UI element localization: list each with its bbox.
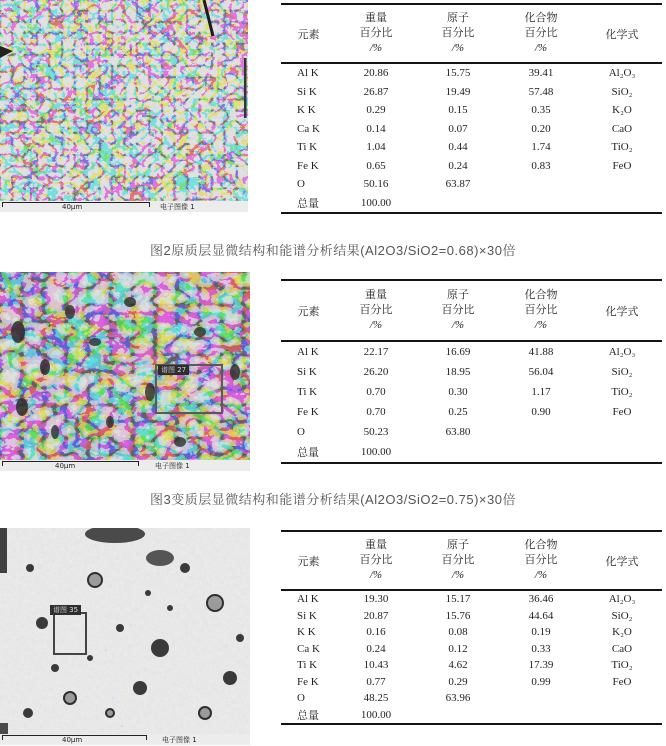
cell-formula: TiO₂ — [611, 386, 633, 398]
cell-compound: 56.04 — [528, 366, 554, 378]
cell-element: K K — [297, 104, 316, 117]
cell-compound: 0.35 — [531, 104, 551, 117]
cell-compound: 0.33 — [531, 642, 551, 655]
cell-element: 总量 — [297, 447, 319, 459]
cell-formula: FeO — [612, 159, 632, 172]
table-row — [281, 707, 662, 724]
cell-element: O — [297, 178, 305, 191]
cell-weight: 0.77 — [366, 675, 386, 688]
cell-atomic: 15.76 — [445, 609, 471, 622]
header-line: 百分比 — [524, 27, 558, 39]
cell-formula: Al₂O₃ — [608, 593, 636, 606]
header-line: 重量 — [365, 289, 387, 301]
cell-atomic — [416, 442, 500, 462]
cell-formula — [582, 175, 662, 194]
header-line: /% — [369, 319, 383, 331]
spectrum-region-label: 谱图 35 — [50, 605, 81, 615]
cell-element: K K — [297, 626, 316, 639]
cell-atomic: 19.49 — [445, 85, 471, 98]
cell-weight: 100.00 — [360, 446, 392, 458]
header-line: /% — [369, 42, 383, 54]
header-weight-percent — [336, 5, 416, 63]
cell-formula: TiO₂ — [611, 141, 633, 154]
cell-formula: K₂O — [612, 626, 632, 639]
cell-element: Ca K — [297, 642, 320, 655]
header-line: 原子 — [447, 289, 469, 301]
header-line: 化合物 — [524, 289, 558, 301]
header-atomic-percent — [416, 532, 500, 590]
table-row — [281, 362, 662, 382]
table-row — [281, 138, 662, 157]
cell-weight: 100.00 — [360, 708, 392, 721]
cell-atomic: 16.69 — [445, 346, 471, 358]
cell-atomic — [416, 707, 500, 724]
image-type-label: 电子图像 1 — [155, 462, 190, 470]
cell-atomic: 4.62 — [448, 659, 468, 672]
cell-compound: 44.64 — [528, 609, 554, 622]
cell-compound: 0.90 — [531, 406, 551, 418]
cell-compound: 41.88 — [528, 346, 554, 358]
header-line: 百分比 — [524, 554, 558, 566]
table-row — [281, 657, 662, 674]
table-row — [281, 608, 662, 625]
header-element: 元素 — [297, 305, 320, 318]
cell-compound: 0.99 — [531, 675, 551, 688]
cell-formula: Al₂O₃ — [608, 346, 636, 358]
micrograph-footer-2 — [0, 460, 250, 471]
cell-weight: 10.43 — [363, 659, 389, 672]
cell-element: Ti K — [297, 659, 318, 672]
cell-element: 总量 — [297, 197, 319, 210]
header-line: 百分比 — [441, 304, 475, 316]
table-row — [281, 442, 662, 462]
figure-sem-3 — [0, 528, 250, 745]
cell-element: Fe K — [297, 675, 319, 688]
cell-atomic: 0.15 — [448, 104, 468, 117]
table-row — [281, 341, 662, 362]
cell-formula: FeO — [612, 675, 632, 688]
figure-caption-2: 图2原质层显微结构和能谱分析结果(Al2O3/SiO2=0.68)×30倍 — [150, 243, 516, 258]
table-row — [281, 83, 662, 102]
cell-formula: Al₂O₃ — [608, 67, 636, 80]
cell-compound: 17.39 — [528, 659, 554, 672]
cell-element: O — [297, 426, 305, 438]
header-compound-percent — [500, 5, 582, 63]
cell-element: 总量 — [297, 709, 319, 722]
figure-sem-1 — [0, 0, 248, 212]
cell-atomic: 0.29 — [448, 675, 468, 688]
figure-caption-3: 图3变质层显微结构和能谱分析结果(Al2O3/SiO2=0.75)×30倍 — [150, 492, 516, 507]
cell-compound: 1.74 — [531, 141, 551, 154]
table-row — [281, 422, 662, 442]
cell-weight: 0.70 — [366, 406, 386, 418]
cell-atomic: 15.75 — [445, 67, 471, 80]
cell-atomic: 63.96 — [445, 692, 471, 705]
table-row — [281, 690, 662, 707]
cell-compound — [500, 442, 582, 462]
header-line: /% — [369, 569, 383, 581]
cell-weight: 0.29 — [366, 104, 386, 117]
cell-atomic: 0.25 — [448, 406, 468, 418]
eds-table-3 — [281, 530, 662, 725]
header-line: 原子 — [447, 12, 469, 24]
scale-label: 40μm — [62, 203, 83, 211]
cell-weight: 0.16 — [366, 626, 386, 639]
cell-atomic: 0.24 — [448, 159, 468, 172]
cell-formula: SiO₂ — [611, 609, 633, 622]
cell-weight: 50.23 — [363, 426, 389, 438]
cell-atomic: 63.87 — [445, 178, 471, 191]
cell-formula: CaO — [611, 122, 633, 135]
header-line: /% — [534, 42, 548, 54]
cell-atomic: 15.17 — [445, 593, 471, 606]
cell-atomic: 0.07 — [448, 122, 468, 135]
cell-element: Al K — [297, 346, 319, 358]
image-type-label: 电子图像 1 — [162, 736, 197, 744]
spectrum-region-box — [53, 612, 87, 655]
table-header-row — [281, 532, 662, 590]
spectrum-region-label: 谱图 27 — [158, 365, 189, 375]
cell-element: Ca K — [297, 122, 320, 135]
header-line: 重量 — [365, 539, 387, 551]
header-weight-percent — [336, 532, 416, 590]
table-row — [281, 157, 662, 176]
cell-atomic: 63.80 — [445, 426, 471, 438]
header-line: 百分比 — [359, 554, 393, 566]
cell-formula — [582, 442, 662, 462]
cell-compound: 0.19 — [531, 626, 551, 639]
header-compound-percent — [500, 281, 582, 341]
sem-micrograph-1 — [0, 0, 248, 201]
cell-element: Ti K — [297, 386, 318, 398]
cell-atomic — [416, 194, 500, 213]
table-row — [281, 101, 662, 120]
header-line: 百分比 — [441, 554, 475, 566]
cell-formula — [582, 707, 662, 724]
cell-compound — [500, 422, 582, 442]
cell-weight: 1.04 — [366, 141, 386, 154]
cell-compound — [500, 175, 582, 194]
cell-compound — [500, 690, 582, 707]
cell-element: O — [297, 692, 305, 705]
header-line: 百分比 — [524, 304, 558, 316]
cell-element: Fe K — [297, 406, 319, 418]
header-line: 百分比 — [359, 27, 393, 39]
cell-compound: 57.48 — [528, 85, 554, 98]
header-line: /% — [451, 42, 465, 54]
eds-table-2 — [281, 279, 662, 464]
cell-formula — [582, 194, 662, 213]
table-row — [281, 674, 662, 691]
cell-element: Ti K — [297, 141, 318, 154]
cell-weight: 26.20 — [363, 366, 389, 378]
cell-formula: CaO — [611, 642, 633, 655]
cell-weight: 0.70 — [366, 386, 386, 398]
header-atomic-percent — [416, 281, 500, 341]
cell-element: Al K — [297, 593, 319, 606]
cell-atomic: 0.30 — [448, 386, 468, 398]
header-line: /% — [451, 569, 465, 581]
header-formula: 化学式 — [605, 305, 639, 318]
header-compound-percent — [500, 532, 582, 590]
table-row — [281, 194, 662, 213]
header-formula: 化学式 — [605, 555, 639, 568]
header-line: 化合物 — [524, 12, 558, 24]
cell-weight: 19.30 — [363, 593, 389, 606]
cell-element: Si K — [297, 85, 317, 98]
cell-formula: SiO₂ — [611, 85, 633, 98]
table-row — [281, 402, 662, 422]
cell-formula — [582, 422, 662, 442]
cell-element: Si K — [297, 609, 317, 622]
cell-compound: 36.46 — [528, 593, 554, 606]
cell-weight: 22.17 — [363, 346, 389, 358]
sem-micrograph-3 — [0, 528, 250, 734]
header-line: 百分比 — [441, 27, 475, 39]
table-row — [281, 382, 662, 402]
table-header-row — [281, 5, 662, 63]
table-row — [281, 120, 662, 139]
cell-formula: SiO₂ — [611, 366, 633, 378]
header-line: 原子 — [447, 539, 469, 551]
header-line: 百分比 — [359, 304, 393, 316]
cell-weight: 48.25 — [363, 692, 389, 705]
figure-sem-2 — [0, 272, 250, 471]
header-element: 元素 — [297, 28, 320, 41]
header-atomic-percent — [416, 5, 500, 63]
cell-compound: 39.41 — [528, 67, 554, 80]
cell-atomic: 0.08 — [448, 626, 468, 639]
cell-formula: TiO₂ — [611, 659, 633, 672]
cell-weight: 0.24 — [366, 642, 386, 655]
table-row — [281, 624, 662, 641]
cell-weight: 26.87 — [363, 85, 389, 98]
cell-atomic: 0.12 — [448, 642, 468, 655]
header-weight-percent — [336, 281, 416, 341]
cell-atomic: 18.95 — [445, 366, 471, 378]
cell-element: Al K — [297, 67, 319, 80]
table-row — [281, 641, 662, 658]
cell-formula — [582, 690, 662, 707]
cell-atomic: 0.44 — [448, 141, 468, 154]
header-line: 化合物 — [524, 539, 558, 551]
cell-weight: 20.86 — [363, 67, 389, 80]
scale-label: 40μm — [62, 736, 83, 744]
cell-weight: 50.16 — [363, 178, 389, 191]
scale-label: 40μm — [55, 462, 76, 470]
table-header-row — [281, 281, 662, 341]
header-formula: 化学式 — [605, 28, 639, 41]
image-type-label: 电子图像 1 — [160, 203, 195, 211]
header-line: /% — [534, 569, 548, 581]
header-line: 重量 — [365, 12, 387, 24]
cell-compound — [500, 707, 582, 724]
cell-weight: 0.14 — [366, 122, 386, 135]
micrograph-footer-1 — [0, 201, 248, 212]
cell-compound — [500, 194, 582, 213]
cell-weight: 0.65 — [366, 159, 386, 172]
cell-compound: 0.20 — [531, 122, 551, 135]
header-element: 元素 — [297, 555, 320, 568]
table-row — [281, 175, 662, 194]
cell-formula: K₂O — [612, 104, 632, 117]
cell-weight: 20.87 — [363, 609, 389, 622]
cell-compound: 0.83 — [531, 159, 551, 172]
eds-table-1 — [281, 3, 662, 214]
micrograph-footer-3 — [0, 734, 250, 745]
cell-formula: FeO — [612, 406, 632, 418]
header-line: /% — [534, 319, 548, 331]
table-row — [281, 590, 662, 608]
cell-element: Si K — [297, 366, 317, 378]
header-line: /% — [451, 319, 465, 331]
cell-element: Fe K — [297, 159, 319, 172]
cell-weight: 100.00 — [360, 196, 392, 209]
table-row — [281, 63, 662, 83]
cell-compound: 1.17 — [531, 386, 551, 398]
